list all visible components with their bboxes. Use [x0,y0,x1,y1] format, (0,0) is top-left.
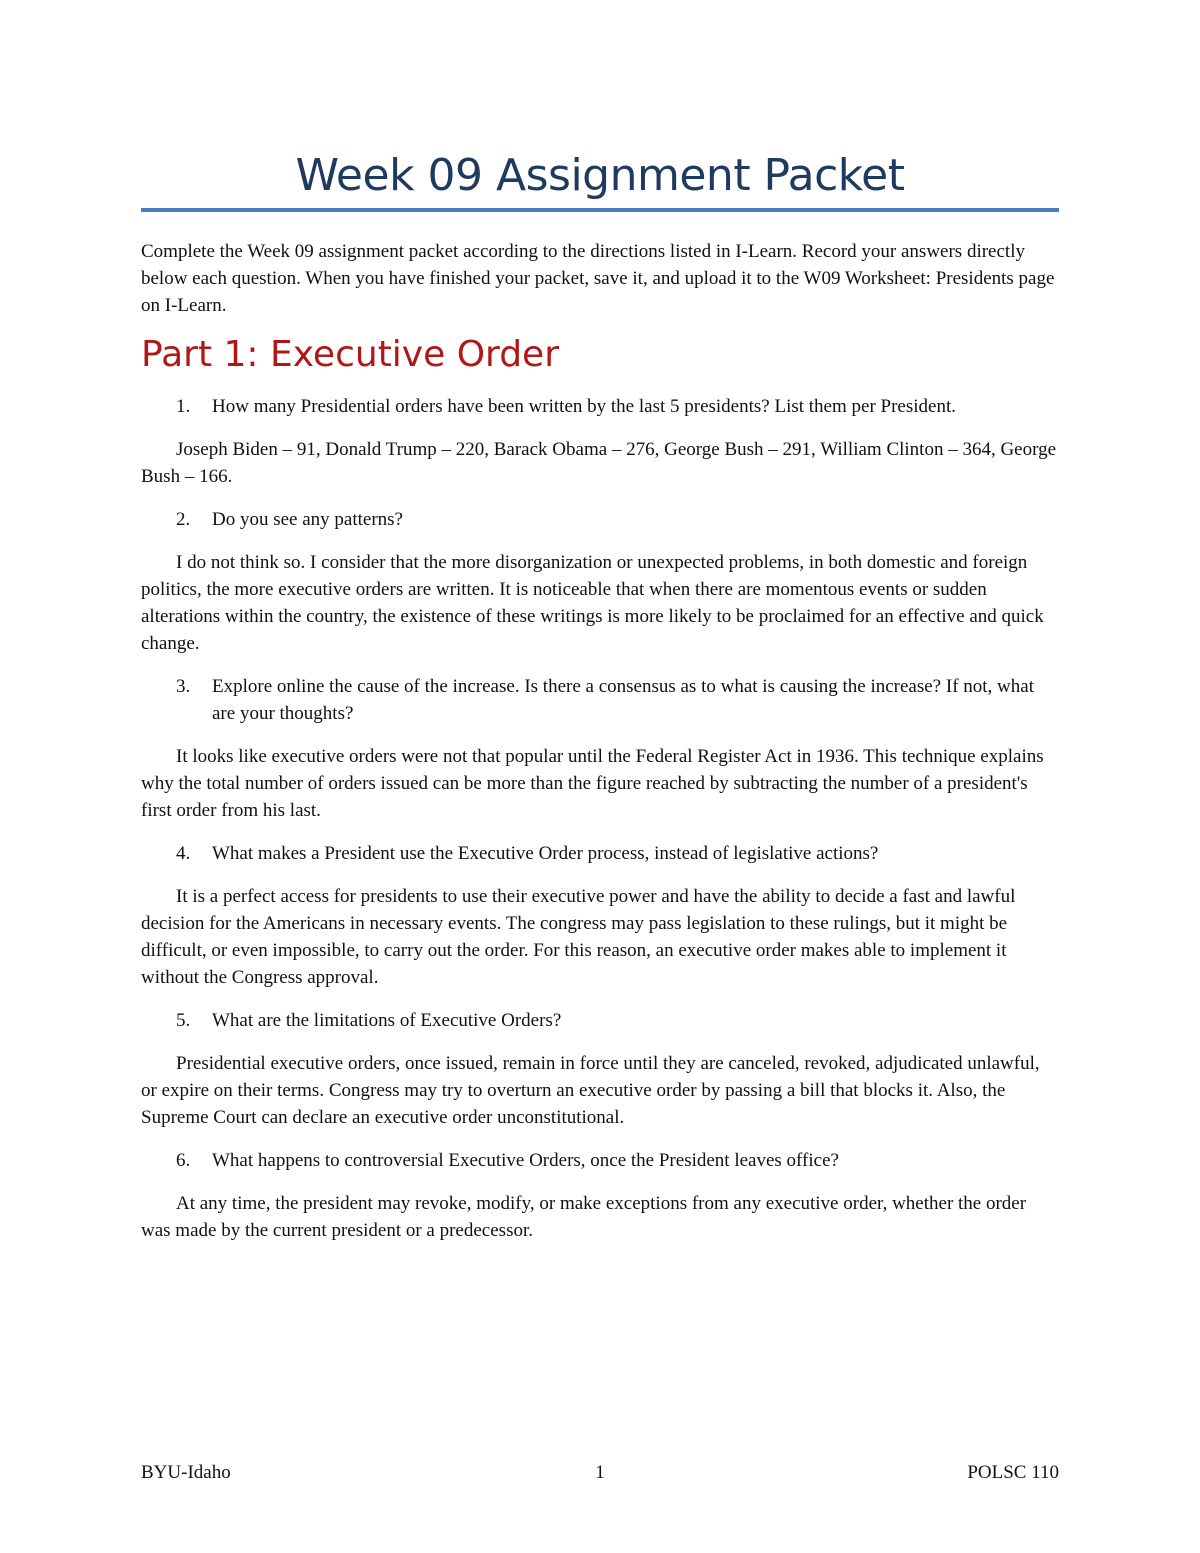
question-number: 5. [176,1010,191,1031]
question-text: How many Presidential orders have been written by the last 5 presidents? List them per President. [212,396,956,417]
question-text: What makes a President use the Executive Order process, instead of legislative actions? [212,843,879,864]
question-item [141,1007,1059,1034]
answer-paragraph: I do not think so. I consider that the more disorganization or unexpected problems, in both domestic and foreign politics, the more executive orders are written. It is noticeable that when there are momentous events or sudden alterations within the country, the existence of these writings is more likely to be proclaimed for an effective and quick change. [141,552,1044,654]
title-underline-rule [141,208,1059,212]
question-item [141,506,1059,533]
footer-institution: BYU-Idaho [141,1462,231,1483]
question-block [141,506,1059,657]
question-number: 1. [176,396,191,417]
question-number: 2. [176,509,191,530]
document-title: Week 09 Assignment Packet [295,150,905,201]
question-item [141,840,1059,867]
question-text: What happens to controversial Executive Orders, once the President leaves office? [212,1150,839,1171]
intro-paragraph: Complete the Week 09 assignment packet according to the directions listed in I-Learn. Record your answers directly below each question. When you have finished your packet, save it, and upload it to the W09 Worksheet: Presidents page on I-Learn. [141,241,1055,316]
question-block [141,1147,1059,1244]
answer-paragraph: Joseph Biden – 91, Donald Trump – 220, Barack Obama – 276, George Bush – 291, William Clinton – 364, George Bush – 166. [141,439,1057,487]
question-list [141,393,1059,1244]
answer-paragraph: It is a perfect access for presidents to use their executive power and have the ability to decide a fast and lawful decision for the Americans in necessary events. The congress may pass legislation to these rulings, but it might be difficult, or even impossible, to carry out the order. For this reason, an executive order makes able to implement it without the Congress approval. [141,886,1016,988]
footer-course-code: POLSC 110 [967,1462,1059,1483]
question-number: 3. [176,676,191,697]
footer-page-number: 1 [595,1462,605,1483]
page-footer [141,1460,1059,1486]
question-item [141,393,1059,420]
question-block [141,840,1059,991]
question-block [141,1007,1059,1131]
question-text: Explore online the cause of the increase. Is there a consensus as to what is causing the increase? If not, what are your thoughts? [212,676,1034,724]
question-number: 4. [176,843,191,864]
question-text: What are the limitations of Executive Orders? [212,1010,562,1031]
section-heading: Part 1: Executive Order [141,334,560,375]
document-body [141,150,1059,1260]
question-text: Do you see any patterns? [212,509,403,530]
question-item [141,673,1059,727]
question-block [141,673,1059,824]
question-number: 6. [176,1150,191,1171]
question-item [141,1147,1059,1174]
answer-paragraph: At any time, the president may revoke, modify, or make exceptions from any executive order, whether the order was made by the current president or a predecessor. [141,1193,1027,1241]
answer-paragraph: Presidential executive orders, once issued, remain in force until they are canceled, revoked, adjudicated unlawful, or expire on their terms. Congress may try to overturn an executive order by passing a bill that blocks it. Also, the Supreme Court can declare an executive order unconstitutional. [141,1053,1040,1128]
question-block [141,393,1059,490]
answer-paragraph: It looks like executive orders were not that popular until the Federal Register Act in 1936. This technique explains why the total number of orders issued can be more than the figure reached by subtracting the number of a president's first order from his last. [141,746,1044,821]
